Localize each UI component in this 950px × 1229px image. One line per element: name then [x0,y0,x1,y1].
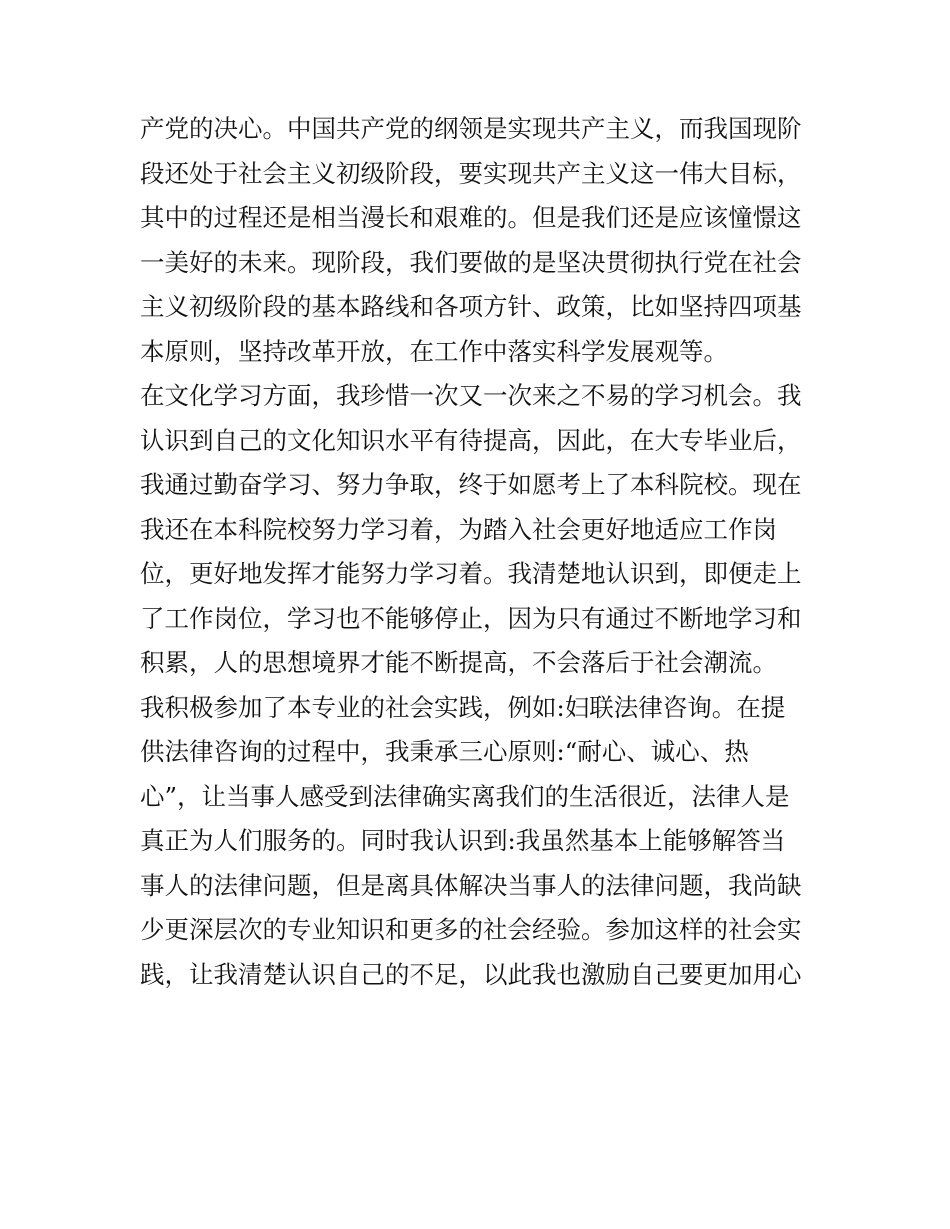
text-line: 产党的决心。中国共产党的纲领是实现共产主义，而我国现阶 [140,114,802,143]
body-text [140,107,820,997]
text-line: 我通过勤奋学习、努力争取，终于如愿考上了本科院校。现在 [140,470,802,499]
text-line: 在文化学习方面，我珍惜一次又一次来之不易的学习机会。我 [140,381,802,410]
text-line: 一美好的未来。现阶段，我们要做的是坚决贯彻执行党在社会 [140,247,802,277]
text-line: 段还处于社会主义初级阶段，要实现共产主义这一伟大目标， [140,158,802,188]
text-line: 本原则，坚持改革开放，在工作中落实科学发展观等。 [140,336,728,366]
text-line: 认识到自己的文化知识水平有待提高，因此，在大专毕业后， [140,425,802,455]
text-line: 我积极参加了本专业的社会实践，例如:妇联法律咨询。在提 [140,692,786,722]
text-line: 心”，让当事人感受到法律确实离我们的生活很近，法律人是 [140,781,790,811]
text-line: 少更深层次的专业知识和更多的社会经验。参加这样的社会实 [140,915,802,944]
text-line: 践，让我清楚认识自己的不足，以此我也激励自己要更加用心 [140,959,802,989]
text-line: 其中的过程还是相当漫长和艰难的。但是我们还是应该憧憬这 [140,203,802,232]
text-line: 真正为人们服务的。同时我认识到:我虽然基本上能够解答当 [140,826,786,855]
text-line: 供法律咨询的过程中，我秉承三心原则:“耐心、诚心、热 [140,737,749,766]
text-line: 我还在本科院校努力学习着，为踏入社会更好地适应工作岗 [140,514,777,544]
text-line: 主义初级阶段的基本路线和各项方针、政策，比如坚持四项基 [140,292,802,321]
text-line: 积累，人的思想境界才能不断提高，不会落后于社会潮流。 [140,648,777,677]
text-line: 位，更好地发挥才能努力学习着。我清楚地认识到，即便走上 [140,559,802,588]
text-line: 了工作岗位，学习也不能够停止，因为只有通过不断地学习和 [140,603,802,633]
text-line: 事人的法律问题，但是离具体解决当事人的法律问题，我尚缺 [140,870,802,900]
